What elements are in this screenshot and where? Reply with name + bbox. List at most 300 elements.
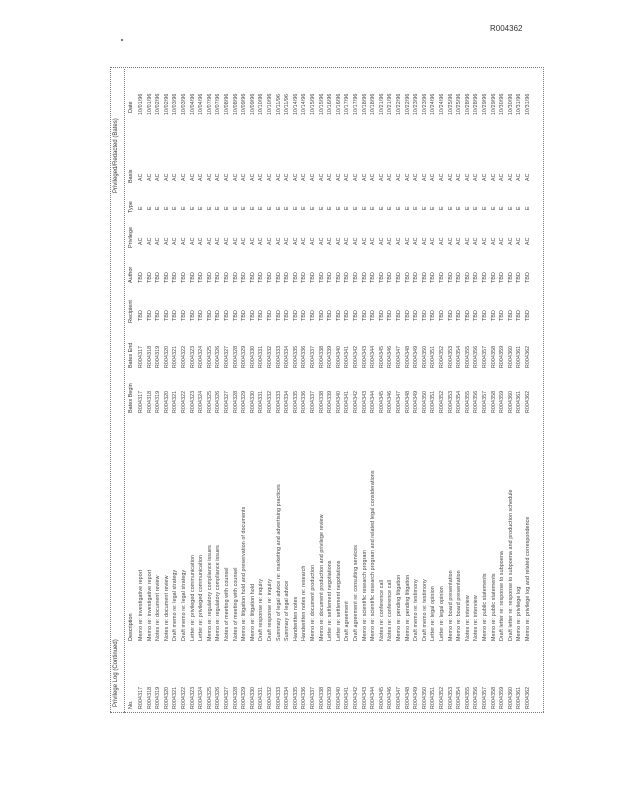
- table-row: [198, 69, 205, 713]
- cell-bb: R004319: [155, 390, 162, 413]
- cell-priv: AC: [353, 237, 359, 245]
- table-row: [293, 69, 300, 713]
- cell-type: E: [464, 206, 471, 210]
- cell-bb: R004339: [327, 390, 334, 413]
- cell-bb: R004338: [318, 390, 325, 413]
- cell-bb: R004354: [456, 390, 463, 413]
- table-row: [379, 69, 386, 713]
- cell-date: 10/08/96: [224, 93, 230, 115]
- cell-rec: TBD: [516, 310, 523, 321]
- cell-rec: TBD: [267, 310, 273, 321]
- cell-priv: AC: [284, 237, 291, 245]
- cell-num: R004333: [275, 686, 282, 709]
- cell-desc: Memo re: public statements: [482, 573, 488, 641]
- cell-date: 10/07/96: [215, 93, 222, 115]
- cell-num: R004340: [335, 686, 342, 709]
- cell-bb: R004346: [387, 390, 394, 413]
- cell-rec: TBD: [146, 310, 153, 321]
- cell-bb: R004355: [464, 390, 471, 413]
- cell-be: R004342: [353, 345, 359, 368]
- table-row: [190, 69, 197, 713]
- cell-desc: Notes re: conference call: [387, 579, 394, 641]
- cell-priv: AC: [361, 237, 368, 245]
- cell-rec: TBD: [224, 310, 230, 321]
- cell-basis: AC: [413, 173, 420, 181]
- cell-priv: AC: [241, 237, 248, 245]
- cell-date: 10/30/96: [499, 93, 506, 115]
- table-row: [413, 69, 420, 713]
- cell-auth: TBD: [146, 272, 153, 283]
- table-row: [310, 69, 317, 713]
- cell-auth: TBD: [206, 272, 213, 283]
- cell-date: 10/18/96: [361, 93, 368, 115]
- cell-date: 10/14/96: [292, 93, 299, 115]
- cell-auth: TBD: [284, 272, 291, 283]
- cell-auth: TBD: [482, 272, 488, 283]
- cell-basis: AC: [370, 173, 377, 181]
- cell-be: R004336: [301, 345, 308, 368]
- cell-type: E: [258, 206, 265, 210]
- cell-date: 10/29/96: [490, 93, 497, 115]
- cell-priv: AC: [146, 237, 153, 245]
- cell-type: E: [335, 206, 342, 210]
- cell-rec: TBD: [473, 310, 480, 321]
- col-header-author: Author: [128, 266, 134, 283]
- cell-be: R004327: [224, 345, 230, 368]
- cell-desc: Draft memo re: legal strategy: [172, 569, 179, 641]
- cell-bb: R004357: [482, 390, 488, 413]
- cell-basis: AC: [439, 173, 445, 181]
- cell-bb: R004322: [181, 390, 187, 413]
- cell-auth: TBD: [353, 272, 359, 283]
- cell-rec: TBD: [301, 310, 308, 321]
- cell-desc: Letter re: privileged communication: [198, 555, 205, 641]
- cell-basis: AC: [430, 173, 437, 181]
- cell-type: E: [172, 206, 179, 210]
- cell-rec: TBD: [490, 310, 497, 321]
- cell-auth: TBD: [361, 272, 368, 283]
- cell-be: R004356: [473, 345, 480, 368]
- cell-date: 10/16/96: [335, 93, 342, 115]
- table-row: [396, 69, 403, 713]
- table-row: [301, 69, 308, 713]
- cell-type: E: [439, 206, 445, 210]
- table-row: [499, 69, 506, 713]
- cell-date: 10/10/96: [258, 93, 265, 115]
- table-row: [516, 69, 523, 713]
- cell-num: R004338: [318, 686, 325, 709]
- col-header-date: Date: [128, 101, 134, 113]
- cell-type: E: [267, 206, 273, 210]
- cell-auth: TBD: [378, 272, 385, 283]
- cell-desc: Summary of legal advice re: marketing and advertising practices: [275, 484, 282, 641]
- cell-type: E: [327, 206, 334, 210]
- cell-date: 10/22/96: [396, 93, 402, 115]
- cell-auth: TBD: [490, 272, 497, 283]
- cell-auth: TBD: [413, 272, 420, 283]
- cell-type: E: [301, 206, 308, 210]
- right-legend: Privileged/Redacted (Bates): [113, 118, 119, 193]
- cell-date: 10/07/96: [206, 93, 213, 115]
- cell-basis: AC: [155, 173, 162, 181]
- cell-type: E: [404, 206, 411, 210]
- cell-priv: AC: [344, 237, 351, 245]
- cell-rec: TBD: [249, 310, 256, 321]
- cell-bb: R004329: [241, 390, 248, 413]
- cell-be: R004328: [232, 345, 239, 368]
- cell-bb: R004362: [525, 390, 531, 413]
- cell-basis: AC: [146, 173, 153, 181]
- cell-be: R004330: [249, 345, 256, 368]
- cell-priv: AC: [404, 237, 411, 245]
- cell-date: 10/16/96: [327, 93, 334, 115]
- document-id: R004362: [490, 24, 523, 33]
- cell-num: R004335: [292, 686, 299, 709]
- cell-type: E: [163, 206, 170, 210]
- cell-rec: TBD: [344, 310, 351, 321]
- cell-priv: AC: [396, 237, 402, 245]
- cell-auth: TBD: [232, 272, 239, 283]
- cell-priv: AC: [310, 237, 316, 245]
- cell-bb: R004317: [138, 390, 144, 413]
- cell-priv: AC: [232, 237, 239, 245]
- cell-num: R004341: [344, 686, 351, 709]
- cell-bb: R004326: [215, 390, 222, 413]
- cell-rec: TBD: [439, 310, 445, 321]
- table-row: [491, 69, 498, 713]
- cell-bb: R004359: [499, 390, 506, 413]
- cell-be: R004317: [138, 345, 144, 368]
- cell-desc: Draft memo re: testimony: [421, 579, 428, 641]
- cell-desc: Memo re: investigative report: [146, 569, 153, 641]
- cell-date: 10/21/96: [378, 93, 385, 115]
- cell-desc: Memo re: scientific research program: [361, 549, 368, 641]
- cell-be: R004323: [189, 345, 196, 368]
- cell-bb: R004337: [310, 390, 316, 413]
- cell-desc: Letter re: legal opinion: [430, 586, 437, 641]
- table-row: [172, 69, 179, 713]
- table-row: [284, 69, 291, 713]
- cell-date: 10/23/96: [413, 93, 420, 115]
- cell-be: R004329: [241, 345, 248, 368]
- cell-bb: R004334: [284, 390, 291, 413]
- cell-desc: Notes re: interview: [473, 595, 480, 641]
- cell-type: E: [516, 206, 523, 210]
- cell-rec: TBD: [232, 310, 239, 321]
- cell-num: R004325: [206, 686, 213, 709]
- cell-date: 10/01/96: [138, 93, 144, 115]
- cell-date: 10/25/96: [456, 93, 463, 115]
- cell-num: R004359: [499, 686, 506, 709]
- table-row: [508, 69, 515, 713]
- cell-desc: Memo re: regulatory compliance issues: [215, 545, 222, 641]
- cell-rec: TBD: [318, 310, 325, 321]
- cell-num: R004337: [310, 686, 316, 709]
- cell-num: R004353: [447, 686, 454, 709]
- table-row: [370, 69, 377, 713]
- cell-desc: Draft memo re: testimony: [413, 579, 420, 641]
- cell-num: R004328: [232, 686, 239, 709]
- cell-basis: AC: [224, 173, 230, 181]
- cell-date: 10/17/96: [353, 93, 359, 115]
- cell-type: E: [456, 206, 463, 210]
- cell-priv: AC: [206, 237, 213, 245]
- cell-be: R004359: [499, 345, 506, 368]
- cell-type: E: [241, 206, 248, 210]
- col-header-bates-end: Bates End: [128, 342, 134, 368]
- cell-auth: TBD: [138, 272, 144, 283]
- cell-type: E: [421, 206, 428, 210]
- cell-bb: R004321: [172, 390, 179, 413]
- table-row: [164, 69, 171, 713]
- cell-num: R004351: [430, 686, 437, 709]
- cell-basis: AC: [163, 173, 170, 181]
- cell-rec: TBD: [172, 310, 179, 321]
- cell-be: R004346: [387, 345, 394, 368]
- cell-type: E: [310, 206, 316, 210]
- cell-bb: R004323: [189, 390, 196, 413]
- cell-be: R004324: [198, 345, 205, 368]
- cell-date: 10/15/96: [318, 93, 325, 115]
- cell-basis: AC: [215, 173, 222, 181]
- cell-date: 10/24/96: [439, 93, 445, 115]
- cell-priv: AC: [155, 237, 162, 245]
- cell-priv: AC: [473, 237, 480, 245]
- cell-desc: Memo re: litigation hold and preservation of documents: [241, 506, 248, 641]
- cell-priv: AC: [292, 237, 299, 245]
- table-row: [482, 69, 489, 713]
- cell-desc: Memo re: privilege log and related correspondence: [525, 516, 531, 641]
- cell-desc: Handwritten notes re: research: [301, 565, 308, 641]
- cell-be: R004350: [421, 345, 428, 368]
- table-row: [138, 69, 145, 713]
- cell-priv: AC: [490, 237, 497, 245]
- cell-bb: R004344: [370, 390, 377, 413]
- cell-priv: AC: [464, 237, 471, 245]
- cell-auth: TBD: [447, 272, 454, 283]
- cell-date: 10/15/96: [310, 93, 316, 115]
- cell-be: R004351: [430, 345, 437, 368]
- cell-type: E: [292, 206, 299, 210]
- cell-priv: AC: [456, 237, 463, 245]
- cell-basis: AC: [473, 173, 480, 181]
- cell-priv: AC: [301, 237, 308, 245]
- cell-auth: TBD: [499, 272, 506, 283]
- cell-bb: R004353: [447, 390, 454, 413]
- cell-type: E: [499, 206, 506, 210]
- cell-auth: TBD: [327, 272, 334, 283]
- cell-be: R004319: [155, 345, 162, 368]
- cell-auth: TBD: [301, 272, 308, 283]
- cell-type: E: [181, 206, 187, 210]
- cell-be: R004326: [215, 345, 222, 368]
- cell-auth: TBD: [224, 272, 230, 283]
- table-row: [353, 69, 360, 713]
- cell-num: R004345: [378, 686, 385, 709]
- cell-rec: TBD: [138, 310, 144, 321]
- cell-basis: AC: [482, 173, 488, 181]
- cell-type: E: [430, 206, 437, 210]
- cell-num: R004334: [284, 686, 291, 709]
- cell-date: 10/02/96: [163, 93, 170, 115]
- cell-auth: TBD: [318, 272, 325, 283]
- cell-auth: TBD: [241, 272, 248, 283]
- cell-rec: TBD: [215, 310, 222, 321]
- cell-basis: AC: [516, 173, 523, 181]
- cell-rec: TBD: [456, 310, 463, 321]
- cell-basis: AC: [172, 173, 179, 181]
- cell-auth: TBD: [464, 272, 471, 283]
- cell-bb: R004332: [267, 390, 273, 413]
- cell-date: 10/28/96: [464, 93, 471, 115]
- table-row: [215, 69, 222, 713]
- cell-be: R004358: [490, 345, 497, 368]
- cell-basis: AC: [344, 173, 351, 181]
- cell-type: E: [224, 206, 230, 210]
- scan-speck: [121, 39, 123, 41]
- cell-bb: R004343: [361, 390, 368, 413]
- cell-num: R004361: [516, 686, 523, 709]
- cell-type: E: [215, 206, 222, 210]
- table-row: [430, 69, 437, 713]
- cell-basis: AC: [301, 173, 308, 181]
- cell-desc: Notes of meeting with counsel: [224, 567, 230, 641]
- cell-type: E: [447, 206, 454, 210]
- cell-desc: Summary of legal advice: [284, 580, 291, 641]
- cell-num: R004347: [396, 686, 402, 709]
- cell-priv: AC: [327, 237, 334, 245]
- cell-be: R004337: [310, 345, 316, 368]
- table-row: [387, 69, 394, 713]
- cell-type: E: [525, 206, 531, 210]
- cell-basis: AC: [258, 173, 265, 181]
- cell-date: 10/09/96: [249, 93, 256, 115]
- cell-type: E: [155, 206, 162, 210]
- cell-auth: TBD: [198, 272, 205, 283]
- cell-bb: R004335: [292, 390, 299, 413]
- table-row: [267, 69, 274, 713]
- cell-priv: AC: [275, 237, 282, 245]
- cell-desc: Draft memo re: legal strategy: [181, 569, 187, 641]
- cell-date: 10/08/96: [232, 93, 239, 115]
- table-row: [525, 69, 532, 713]
- cell-bb: R004325: [206, 390, 213, 413]
- cell-auth: TBD: [439, 272, 445, 283]
- cell-num: R004354: [456, 686, 463, 709]
- rotated-table: [110, 67, 544, 713]
- cell-be: R004355: [464, 345, 471, 368]
- cell-bb: R004324: [198, 390, 205, 413]
- cell-basis: AC: [198, 173, 205, 181]
- cell-be: R004325: [206, 345, 213, 368]
- cell-desc: Memo re: pending litigation: [404, 574, 411, 641]
- cell-type: E: [413, 206, 420, 210]
- cell-num: R004349: [413, 686, 420, 709]
- cell-desc: Letter re: settlement negotiations: [327, 560, 334, 641]
- cell-type: E: [284, 206, 291, 210]
- cell-priv: AC: [447, 237, 454, 245]
- table-row: [439, 69, 446, 713]
- cell-desc: Draft response re: inquiry: [267, 578, 273, 641]
- cell-be: R004347: [396, 345, 402, 368]
- cell-auth: TBD: [396, 272, 402, 283]
- cell-auth: TBD: [473, 272, 480, 283]
- cell-bb: R004330: [249, 390, 256, 413]
- cell-priv: AC: [413, 237, 420, 245]
- cell-auth: TBD: [249, 272, 256, 283]
- cell-rec: TBD: [430, 310, 437, 321]
- cell-priv: AC: [258, 237, 265, 245]
- cell-num: R004362: [525, 686, 531, 709]
- cell-bb: R004327: [224, 390, 230, 413]
- cell-num: R004355: [464, 686, 471, 709]
- cell-be: R004322: [181, 345, 187, 368]
- cell-desc: Memo re: regulatory compliance issues: [206, 545, 213, 641]
- cell-num: R004358: [490, 686, 497, 709]
- cell-num: R004327: [224, 686, 230, 709]
- cell-rec: TBD: [310, 310, 316, 321]
- col-header-bates-begin: Bates Begin: [128, 383, 134, 413]
- cell-rec: TBD: [335, 310, 342, 321]
- cell-bb: R004341: [344, 390, 351, 413]
- cell-rec: TBD: [258, 310, 265, 321]
- cell-num: R004344: [370, 686, 377, 709]
- cell-date: 10/01/96: [146, 93, 153, 115]
- cell-desc: Notes re: conference call: [378, 579, 385, 641]
- cell-priv: AC: [181, 237, 187, 245]
- cell-num: R004326: [215, 686, 222, 709]
- cell-bb: R004349: [413, 390, 420, 413]
- cell-date: 10/11/96: [275, 93, 282, 115]
- table-row: [405, 69, 412, 713]
- cell-rec: TBD: [361, 310, 368, 321]
- cell-bb: R004358: [490, 390, 497, 413]
- cell-type: E: [361, 206, 368, 210]
- cell-bb: R004361: [516, 390, 523, 413]
- cell-rec: TBD: [499, 310, 506, 321]
- cell-be: R004354: [456, 345, 463, 368]
- cell-basis: AC: [361, 173, 368, 181]
- cell-num: R004346: [387, 686, 394, 709]
- cell-be: R004335: [292, 345, 299, 368]
- cell-rec: TBD: [404, 310, 411, 321]
- table-row: [319, 69, 326, 713]
- cell-num: R004331: [258, 686, 265, 709]
- cell-num: R004317: [138, 686, 144, 709]
- cell-rec: TBD: [413, 310, 420, 321]
- cell-basis: AC: [507, 173, 514, 181]
- cell-rec: TBD: [189, 310, 196, 321]
- cell-bb: R004352: [439, 390, 445, 413]
- cell-auth: TBD: [155, 272, 162, 283]
- cell-be: R004320: [163, 345, 170, 368]
- cell-num: R004348: [404, 686, 411, 709]
- cell-basis: AC: [335, 173, 342, 181]
- cell-num: R004342: [353, 686, 359, 709]
- cell-be: R004352: [439, 345, 445, 368]
- cell-be: R004357: [482, 345, 488, 368]
- cell-auth: TBD: [525, 272, 531, 283]
- cell-auth: TBD: [404, 272, 411, 283]
- cell-rec: TBD: [181, 310, 187, 321]
- cell-rec: TBD: [464, 310, 471, 321]
- cell-auth: TBD: [275, 272, 282, 283]
- cell-priv: AC: [430, 237, 437, 245]
- cell-type: E: [490, 206, 497, 210]
- cell-bb: R004340: [335, 390, 342, 413]
- cell-priv: AC: [198, 237, 205, 245]
- cell-desc: Notes re: document review: [163, 575, 170, 641]
